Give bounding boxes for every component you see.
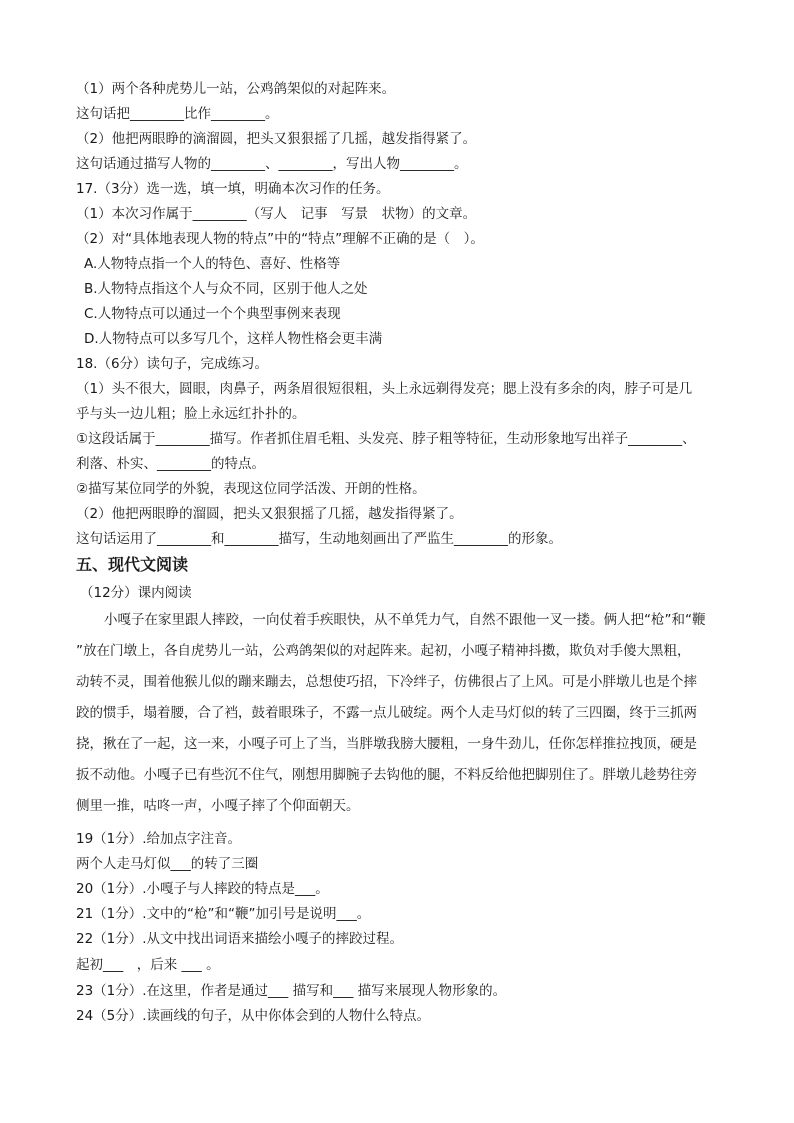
question-heading: 17.（3分）选一选，填一填，明确本次习作的任务。 bbox=[76, 181, 390, 197]
question-22-blank: 起初___ ，后来 ___ 。 bbox=[76, 957, 220, 973]
text-line: 这句话通过描写人物的________、________，写出人物________。 bbox=[76, 156, 468, 172]
passage-line: 扳不动他。小嘎子已有些沉不住气，刚想用脚腕子去钩他的腿，不料反给他把脚别住了。胖墩儿趁势往旁 bbox=[76, 767, 697, 783]
passage-line: 动转不灵，围着他猴儿似的蹦来蹦去，总想使巧招，下冷绊子，仿佛很占了上风。可是小胖墩儿也是个摔 bbox=[76, 674, 697, 690]
passage-line: 挠，揪在了一起，这一来，小嘎子可上了当，当胖墩我膀大腰粗，一身牛劲儿，任你怎样推拉拽顶，硬是 bbox=[76, 736, 697, 752]
question-19-blank: 两个人走马灯似___的转了三圈 bbox=[76, 856, 259, 872]
passage-line: 小嘎子在家里跟人摔跤，一向仗着手疾眼快，从不单凭力气，自然不跟他一叉一搂。俩人把“枪”和“鞭 bbox=[104, 612, 706, 628]
passage-line: 侧里一推，咕咚一声，小嘎子摔了个仰面朝天。 bbox=[76, 798, 360, 814]
text-line: （2）他把两眼睁的滴溜圆，把头又狠狠摇了几摇，越发指得紧了。 bbox=[76, 131, 477, 147]
question-24: 24（5分）.读画线的句子，从中你体会到的人物什么特点。 bbox=[76, 1008, 431, 1024]
text-line: 乎与头一边儿粗；脸上永远红扑扑的。 bbox=[76, 406, 306, 422]
passage-line: ”放在门墩上，各自虎势儿一站，公鸡鸽架似的对起阵来。起初，小嘎子精神抖擞，欺负对手傻大黑粗， bbox=[76, 643, 691, 659]
text-line: ①这段话属于________描写。作者抓住眉毛粗、头发亮、脖子粗等特征，生动形象地写出祥子________、 bbox=[76, 431, 696, 447]
reading-intro: （12分）课内阅读 bbox=[80, 585, 192, 601]
text-line: （2）对“具体地表现人物的特点”中的“特点”理解不正确的是（ ）。 bbox=[76, 231, 484, 247]
text-line: ②描写某位同学的外貌，表现这位同学活泼、开朗的性格。 bbox=[76, 481, 426, 497]
option-a: A.人物特点指一个人的特色、喜好、性格等 bbox=[84, 256, 341, 272]
option-d: D.人物特点可以多写几个，这样人物性格会更丰满 bbox=[84, 331, 383, 347]
option-b: B.人物特点指这个人与众不同，区别于他人之处 bbox=[84, 281, 368, 297]
passage-line: 跤的惯手，塌着腰，合了裆，鼓着眼珠子，不露一点儿破绽。两个人走马灯似的转了三四圈，终于三抓两 bbox=[76, 705, 697, 721]
question-heading: 18.（6分）读句子，完成练习。 bbox=[76, 356, 269, 372]
text-line: （2）他把两眼睁的溜圆，把头又狠狠摇了几摇，越发指得紧了。 bbox=[76, 506, 463, 522]
reading-passage bbox=[76, 605, 720, 822]
text-line: 利落、朴实、________的特点。 bbox=[76, 456, 265, 472]
question-21: 21（1分）.文中的“枪”和“鞭”加引号是说明___。 bbox=[76, 906, 371, 922]
question-23: 23（1分）.在这里，作者是通过___ 描写和___ 描写来展现人物形象的。 bbox=[76, 983, 507, 999]
option-c: C.人物特点可以通过一个个典型事例来表现 bbox=[84, 306, 341, 322]
question-22: 22（1分）.从文中找出词语来描绘小嘎子的摔跤过程。 bbox=[76, 931, 404, 947]
text-line: （1）头不很大，圆眼，肉鼻子，两条眉很短很粗，头上永远剃得发亮；腮上没有多余的肉，脖子可是几 bbox=[76, 381, 693, 397]
text-line: 这句话把________比作________。 bbox=[76, 106, 279, 122]
text-line: （1）本次习作属于________（写人 记事 写景 状物）的文章。 bbox=[76, 206, 477, 222]
question-19: 19（1分）.给加点字注音。 bbox=[76, 831, 242, 847]
question-20: 20（1分）.小嘎子与人摔跤的特点是___。 bbox=[76, 881, 329, 897]
text-line: 这句话运用了________和________描写，生动地刻画出了严监生________的形象。 bbox=[76, 531, 562, 547]
text-line: （1）两个各种虎势儿一站，公鸡鸽架似的对起阵来。 bbox=[76, 81, 396, 97]
section-title: 五、现代文阅读 bbox=[76, 555, 189, 574]
